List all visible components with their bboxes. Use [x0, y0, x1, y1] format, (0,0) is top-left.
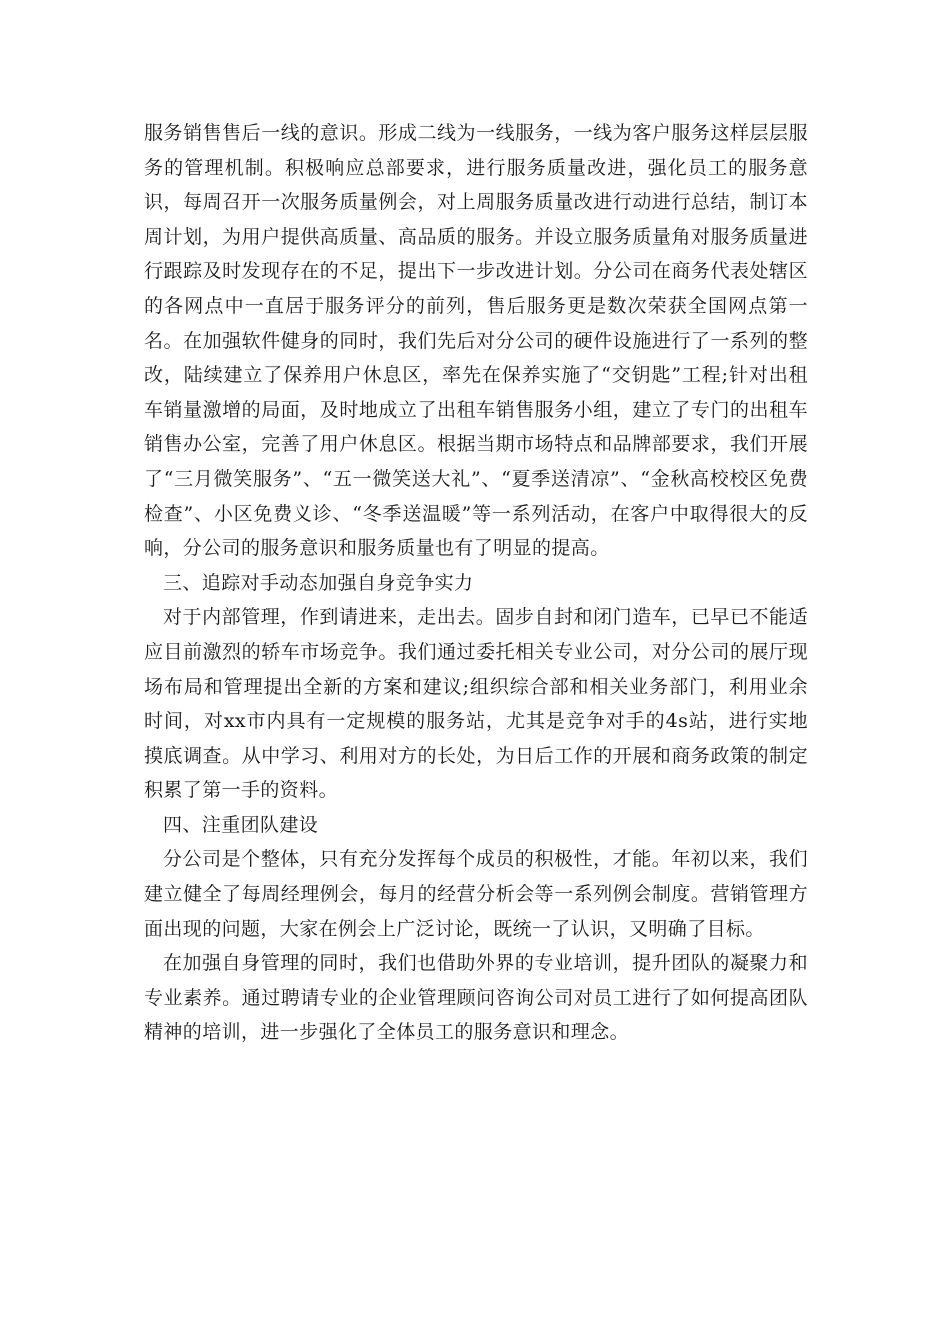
paragraph-internal-management: 对于内部管理，作到请进来，走出去。固步自封和闭门造车，已早已不能适应目前激烈的轿车市场竞争。我们通过委托相关专业公司，对分公司的展厅现场布局和管理提出全新的方案和建议;组织综合部和相关业务部门，利用业余时间，对xx市内具有一定规模的服务站，尤其是竞争对手的4s站，进行实地摸底调查。从中学习、利用对方的长处，为日后工作的开展和商务政策的制定积累了第一手的资料。	[144, 606, 808, 802]
section-heading-team-building: 四、注重团队建设	[163, 813, 319, 836]
document-body	[144, 116, 808, 1050]
paragraph-training: 在加强自身管理的同时，我们也借助外界的专业培训，提升团队的凝聚力和专业素养。通过聘请专业的企业管理顾问咨询公司对员工进行了如何提高团队精神的培训，进一步强化了全体员工的服务意识和理念。	[144, 952, 808, 1044]
section-heading-competition: 三、追踪对手动态加强自身竞争实力	[163, 571, 474, 594]
paragraph-team-meetings: 分公司是个整体，只有充分发挥每个成员的积极性，才能。年初以来，我们建立健全了每周经理例会，每月的经营分析会等一系列例会制度。营销管理方面出现的问题，大家在例会上广泛讨论，既统一了认识，又明确了目标。	[144, 848, 808, 940]
paragraph-service-continuation: 服务销售售后一线的意识。形成二线为一线服务，一线为客户服务这样层层服务的管理机制。积极响应总部要求，进行服务质量改进，强化员工的服务意识，每周召开一次服务质量例会，对上周服务质量改进行动进行总结，制订本周计划，为用户提供高质量、高品质的服务。并设立服务质量角对服务质量进行跟踪及时发现存在的不足，提出下一步改进计划。分公司在商务代表处辖区的各网点中一直居于服务评分的前列，售后服务更是数次荣获全国网点第一名。在加强软件健身的同时，我们先后对分公司的硬件设施进行了一系列的整改，陆续建立了保养用户休息区，率先在保养实施了“交钥匙”工程;针对出租车销量激增的局面，及时地成立了出租车销售服务小组，建立了专门的出租车销售办公室，完善了用户休息区。根据当期市场特点和品牌部要求，我们开展了“三月微笑服务”、“五一微笑送大礼”、“夏季送清凉”、“金秋高校校区免费检查”、小区免费义诊、“冬季送温暖”等一系列活动，在客户中取得很大的反响，分公司的服务意识和服务质量也有了明显的提高。	[144, 122, 808, 560]
